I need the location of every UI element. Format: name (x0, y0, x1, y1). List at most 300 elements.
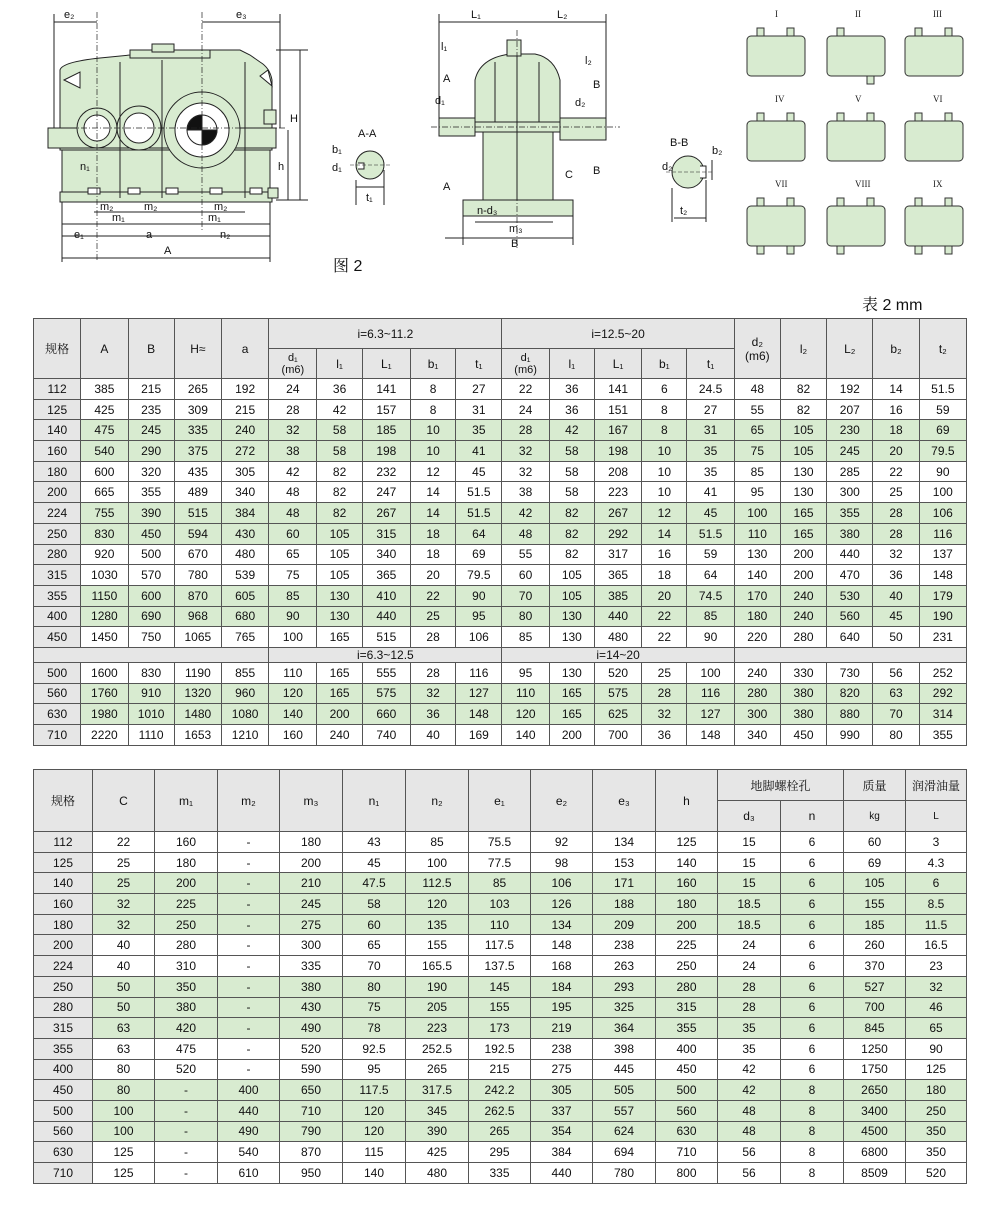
t2-cell: 630 (656, 1121, 718, 1142)
t2-cell: 28 (718, 997, 781, 1018)
t2-cell: 250 (656, 956, 718, 977)
t2-row (34, 1059, 967, 1080)
t2-row (34, 894, 967, 915)
t1-cell: 830 (81, 523, 128, 544)
assembly-housing (905, 206, 963, 246)
assembly-shaft-stub (837, 28, 844, 36)
t2-cell: 42 (718, 1059, 781, 1080)
label-m2-c: m₂ (214, 201, 228, 213)
t2-cell: 180 (656, 894, 718, 915)
t2-row (34, 1163, 967, 1184)
t1-cell: 60 (269, 523, 317, 544)
t1b-cell: 450 (780, 725, 826, 746)
t1-cell: 540 (81, 441, 128, 462)
t2-cell: 350 (906, 1142, 967, 1163)
t1-cell: 280 (780, 627, 826, 648)
t1-cell: 14 (873, 379, 919, 400)
t2-cell: 694 (593, 1142, 656, 1163)
label-L1: L₁ (471, 9, 481, 21)
t2-header-mass-unit: kg (844, 801, 906, 832)
t1b-cell: 160 (269, 725, 317, 746)
t1-cell: 22 (873, 461, 919, 482)
t1-cell: 640 (827, 627, 873, 648)
t1-spec-cell: 355 (34, 585, 81, 606)
t1-cell: 208 (594, 461, 641, 482)
t1-cell: 28 (269, 399, 317, 420)
assembly-type-9 (905, 179, 963, 254)
t1-cell: 42 (549, 420, 594, 441)
label-e2: e₂ (64, 9, 75, 21)
t1-cell: 1065 (174, 627, 221, 648)
t2-cell: 238 (593, 935, 656, 956)
t2-cell: 420 (155, 1018, 218, 1039)
t1b-cell: 200 (549, 725, 594, 746)
t1-cell: 215 (221, 399, 268, 420)
t1b-cell: 1190 (174, 662, 221, 683)
t2-cell: 45 (343, 852, 406, 873)
t2-cell: 6 (781, 914, 844, 935)
t2-cell: 260 (844, 935, 906, 956)
assembly-type-label: VII (775, 179, 788, 189)
t1-cell: 539 (221, 565, 268, 586)
t1b-cell: 36 (410, 704, 455, 725)
t2-cell: 225 (656, 935, 718, 956)
t1-cell: 151 (594, 399, 641, 420)
t1b-cell: 120 (269, 683, 317, 704)
t2-cell: - (218, 894, 280, 915)
t1-cell: 35 (456, 420, 502, 441)
label-m1-a: m₁ (112, 212, 125, 224)
assembly-housing (827, 36, 885, 76)
t1-cell: 309 (174, 399, 221, 420)
t1-header-A: A (81, 319, 128, 379)
t1b-cell: 292 (919, 683, 966, 704)
t1-cell: 179 (919, 585, 966, 606)
t1b-cell: 63 (873, 683, 919, 704)
t1-cell: 28 (873, 503, 919, 524)
t1b-cell: 625 (594, 704, 641, 725)
assembly-shaft-stub (757, 246, 764, 254)
t2-row (34, 852, 967, 873)
t2-row (34, 935, 967, 956)
t1-row (34, 627, 967, 648)
t1-cell: 130 (734, 544, 780, 565)
t2-cell: 8 (781, 1142, 844, 1163)
t1-cell: 40 (873, 585, 919, 606)
t2-cell: 262.5 (469, 1100, 531, 1121)
t2-cell: 209 (593, 914, 656, 935)
t2-cell: 317.5 (406, 1080, 469, 1101)
t1b-cell: 140 (502, 725, 549, 746)
t1-cell: 470 (827, 565, 873, 586)
t1-cell: 390 (128, 503, 174, 524)
t1-cell: 355 (827, 503, 873, 524)
t2-cell: 355 (656, 1018, 718, 1039)
t1-spec-cell: 224 (34, 503, 81, 524)
t2-cell: 200 (656, 914, 718, 935)
assembly-type-4 (747, 94, 805, 161)
t2-cell: 557 (593, 1100, 656, 1121)
t1b-cell: 130 (549, 662, 594, 683)
t2-cell: 153 (593, 852, 656, 873)
assembly-type-7 (747, 179, 805, 254)
section-aa-drawing (330, 125, 400, 215)
t2-header-m2: m₂ (218, 770, 280, 832)
label-m1-b: m₁ (208, 212, 221, 224)
assembly-shaft-stub (787, 246, 794, 254)
t1-cell: 515 (362, 627, 410, 648)
t1-cell: 38 (269, 441, 317, 462)
t2-cell: 63 (93, 1018, 155, 1039)
t2-cell: 380 (280, 976, 343, 997)
t1-cell: 105 (549, 585, 594, 606)
t1-cell: 51.5 (687, 523, 734, 544)
assembly-type-1 (747, 9, 805, 76)
t1-cell: 45 (687, 503, 734, 524)
t1-spec-cell: 400 (34, 606, 81, 627)
t2-cell: 350 (906, 1121, 967, 1142)
t1-cell: 130 (317, 606, 362, 627)
t2-cell: 8.5 (906, 894, 967, 915)
t1-cell: 45 (456, 461, 502, 482)
t1-row (34, 441, 967, 462)
t2-cell: 173 (469, 1018, 531, 1039)
t1-cell: 65 (734, 420, 780, 441)
t2-cell: 145 (469, 976, 531, 997)
t1-header-a: a (221, 319, 268, 379)
t2-header-C: C (93, 770, 155, 832)
t2-row (34, 873, 967, 894)
t2-cell: 800 (656, 1163, 718, 1184)
t1-subheader-row (34, 647, 967, 662)
t1-cell: 335 (174, 420, 221, 441)
t1b-cell: 165 (549, 704, 594, 725)
t2-row (34, 1018, 967, 1039)
t1-spec-cell: 200 (34, 482, 81, 503)
t1-cell: 232 (362, 461, 410, 482)
t1-spec-cell: 125 (34, 399, 81, 420)
assembly-shaft-stub (915, 198, 922, 206)
t1-cell: 50 (873, 627, 919, 648)
t2-cell: 56 (718, 1142, 781, 1163)
t2-header-n1: n₁ (343, 770, 406, 832)
t1-spec-cell: 280 (34, 544, 81, 565)
t2-row (34, 976, 967, 997)
t1-cell: 36 (873, 565, 919, 586)
t1-cell: 28 (873, 523, 919, 544)
t1-cell: 58 (549, 441, 594, 462)
t1-cell: 27 (456, 379, 502, 400)
t2-spec-cell: 560 (34, 1121, 93, 1142)
t2-cell: 200 (155, 873, 218, 894)
t2-cell: 125 (656, 832, 718, 853)
t2-cell: 135 (406, 914, 469, 935)
t1-cell: 85 (269, 585, 317, 606)
t1-header-d1-g2: d₁ (m6) (502, 349, 549, 379)
t2-cell: 440 (218, 1100, 280, 1121)
label-m3: m₃ (509, 223, 523, 235)
t1-cell: 141 (594, 379, 641, 400)
t2-cell: 60 (343, 914, 406, 935)
t2-cell: 92 (531, 832, 593, 853)
t1-spec-cell: 180 (34, 461, 81, 482)
t2-cell: 185 (844, 914, 906, 935)
assembly-shaft-stub (867, 198, 874, 206)
t1-cell: 140 (734, 565, 780, 586)
t1-cell: 10 (642, 441, 687, 462)
t1b-cell: 520 (594, 662, 641, 683)
t1-cell: 1450 (81, 627, 128, 648)
t2-cell: 3400 (844, 1100, 906, 1121)
t1b-cell: 70 (873, 704, 919, 725)
t2-cell: 300 (280, 935, 343, 956)
assembly-type-label: VIII (855, 179, 871, 189)
t2-cell: 22 (93, 832, 155, 853)
t1-cell: 51.5 (919, 379, 966, 400)
t2-cell: 475 (155, 1038, 218, 1059)
t2-header-e2: e₂ (531, 770, 593, 832)
label-d2-bb: d₂ (662, 161, 673, 173)
t1-cell: 35 (687, 441, 734, 462)
t1-cell: 185 (362, 420, 410, 441)
t1-cell: 317 (594, 544, 641, 565)
t2-cell: 6 (781, 832, 844, 853)
label-t1: t₁ (366, 192, 373, 204)
t2-cell: 105 (844, 873, 906, 894)
t1-cell: 35 (687, 461, 734, 482)
assembly-type-6 (905, 94, 963, 161)
assembly-shaft-stub (787, 113, 794, 121)
assembly-housing (747, 121, 805, 161)
t1-cell: 200 (780, 565, 826, 586)
t1-cell: 82 (780, 399, 826, 420)
t1-cell: 267 (594, 503, 641, 524)
t2-cell: 120 (406, 894, 469, 915)
t2-spec-cell: 710 (34, 1163, 93, 1184)
t1b-cell: 1760 (81, 683, 128, 704)
t2-cell: 280 (155, 935, 218, 956)
t2-cell: 6800 (844, 1142, 906, 1163)
t1-cell: 55 (734, 399, 780, 420)
t1b-cell: 1080 (221, 704, 268, 725)
t1-cell: 231 (919, 627, 966, 648)
t1-cell: 90 (687, 627, 734, 648)
t1-cell: 75 (269, 565, 317, 586)
t1-cell: 106 (456, 627, 502, 648)
t1-cell: 6 (642, 379, 687, 400)
t1b-cell: 910 (128, 683, 174, 704)
t2-cell: 200 (280, 852, 343, 873)
t1-cell: 300 (827, 482, 873, 503)
label-d1-side: d₁ (435, 95, 445, 107)
section-aa-title: A-A (358, 128, 377, 140)
t1-cell: 105 (780, 441, 826, 462)
assembly-shaft-stub (915, 246, 922, 254)
t2-header-n2: n₂ (406, 770, 469, 832)
t2-row (34, 1100, 967, 1121)
t1-cell: 130 (780, 482, 826, 503)
t2-cell: 4.3 (906, 852, 967, 873)
t2-cell: - (155, 1121, 218, 1142)
t1-cell: 315 (362, 523, 410, 544)
t2-cell: - (218, 873, 280, 894)
t2-cell: 46 (906, 997, 967, 1018)
t1b-cell: 575 (594, 683, 641, 704)
t2-cell: 100 (93, 1121, 155, 1142)
t2-cell: 650 (280, 1080, 343, 1101)
t1-cell: 1030 (81, 565, 128, 586)
t1-cell: 24.5 (687, 379, 734, 400)
t1b-cell: 314 (919, 704, 966, 725)
label-h: h (278, 161, 285, 173)
t1-cell: 51.5 (456, 503, 502, 524)
t2-cell: - (218, 914, 280, 935)
t2-cell: 1250 (844, 1038, 906, 1059)
t1-row (34, 523, 967, 544)
t2-row (34, 997, 967, 1018)
t2-spec-cell: 140 (34, 873, 93, 894)
t1-cell: 10 (642, 482, 687, 503)
t1-row (34, 544, 967, 565)
t2-cell: 80 (343, 976, 406, 997)
t1-cell: 750 (128, 627, 174, 648)
t2-header-n: n (781, 801, 844, 832)
t2-cell: 950 (280, 1163, 343, 1184)
t1b-row (34, 662, 967, 683)
t2-row (34, 1142, 967, 1163)
t2-cell: 710 (656, 1142, 718, 1163)
assembly-types-grid (735, 0, 965, 250)
label-l1: l₁ (441, 41, 448, 53)
assembly-shaft-stub (837, 113, 844, 121)
t2-spec-cell: 112 (34, 832, 93, 853)
t1-cell: 82 (317, 461, 362, 482)
t2-cell: 295 (469, 1142, 531, 1163)
t2-cell: 24 (718, 956, 781, 977)
t1b-cell: 960 (221, 683, 268, 704)
t1b-cell: 25 (642, 662, 687, 683)
t2-cell: 205 (406, 997, 469, 1018)
label-H: H (290, 113, 298, 125)
assembly-type-label: VI (933, 94, 943, 104)
assembly-types-svg (735, 0, 965, 250)
t1-subheader-ratio-2: i=14~20 (502, 647, 734, 662)
t2-row (34, 832, 967, 853)
t2-cell: - (218, 976, 280, 997)
t2-cell: - (218, 956, 280, 977)
front-view-drawing (40, 0, 330, 265)
t1-cell: 82 (317, 503, 362, 524)
t1-cell: 285 (827, 461, 873, 482)
assembly-shaft-stub (757, 198, 764, 206)
t2-header-h: h (656, 770, 718, 832)
t2-cell: 155 (469, 997, 531, 1018)
t1-header-ratio-group-2: i=12.5~20 (502, 319, 734, 349)
t1-cell: 480 (221, 544, 268, 565)
label-L2: L₂ (557, 9, 568, 21)
assembly-type-label: IX (933, 179, 943, 189)
t1-cell: 198 (362, 441, 410, 462)
t1b-cell: 110 (502, 683, 549, 704)
t2-cell: 6 (781, 935, 844, 956)
t1-cell: 12 (410, 461, 455, 482)
t2-spec-cell: 630 (34, 1142, 93, 1163)
t1-cell: 594 (174, 523, 221, 544)
t2-header-spec: 规格 (34, 770, 93, 832)
t2-cell: 15 (718, 832, 781, 853)
t1b-cell: 32 (642, 704, 687, 725)
assembly-shaft-stub (757, 28, 764, 36)
t1b-cell: 300 (734, 704, 780, 725)
t2-cell: 337 (531, 1100, 593, 1121)
t1-cell: 41 (687, 482, 734, 503)
t2-spec-cell: 355 (34, 1038, 93, 1059)
label-b2: b₂ (712, 145, 723, 157)
t1-cell: 130 (549, 606, 594, 627)
t1-cell: 90 (456, 585, 502, 606)
t2-cell: 520 (155, 1059, 218, 1080)
t2-cell: 2650 (844, 1080, 906, 1101)
t1-cell: 245 (128, 420, 174, 441)
t2-cell: 265 (469, 1121, 531, 1142)
t1-cell: 24 (502, 399, 549, 420)
t2-cell: 184 (531, 976, 593, 997)
t1-cell: 20 (873, 441, 919, 462)
t1b-cell: 36 (642, 725, 687, 746)
t2-cell: 430 (280, 997, 343, 1018)
t1-cell: 75 (734, 441, 780, 462)
t2-cell: 250 (155, 914, 218, 935)
t2-cell: 450 (656, 1059, 718, 1080)
t2-cell: - (218, 1059, 280, 1080)
t2-cell: 63 (93, 1038, 155, 1059)
t2-cell: 275 (531, 1059, 593, 1080)
t1b-cell: 140 (269, 704, 317, 725)
t2-cell: 15 (718, 852, 781, 873)
t1-cell: 680 (221, 606, 268, 627)
t1-header-t1-g2: t₁ (687, 349, 734, 379)
t1-cell: 55 (502, 544, 549, 565)
t2-cell: 490 (280, 1018, 343, 1039)
t2-cell: 192.5 (469, 1038, 531, 1059)
t1-cell: 440 (827, 544, 873, 565)
t2-cell: 43 (343, 832, 406, 853)
t1-cell: 192 (221, 379, 268, 400)
t2-cell: 134 (593, 832, 656, 853)
t1-cell: 340 (221, 482, 268, 503)
t2-spec-cell: 224 (34, 956, 93, 977)
t1b-cell: 555 (362, 662, 410, 683)
t1-spec-cell: 140 (34, 420, 81, 441)
t2-cell: 440 (531, 1163, 593, 1184)
t1b-cell: 165 (549, 683, 594, 704)
t2-row (34, 956, 967, 977)
t1-cell: 340 (362, 544, 410, 565)
t1-cell: 18 (873, 420, 919, 441)
t1-cell: 192 (827, 379, 873, 400)
t2-cell: 245 (280, 894, 343, 915)
t2-cell: 520 (906, 1163, 967, 1184)
t2-cell: 32 (906, 976, 967, 997)
t1b-cell: 280 (734, 683, 780, 704)
t2-cell: 35 (718, 1018, 781, 1039)
t2-cell: 125 (93, 1142, 155, 1163)
t1-cell: 31 (687, 420, 734, 441)
t1-cell: 69 (456, 544, 502, 565)
label-A-bottom: A (443, 181, 451, 193)
t1-cell: 82 (549, 544, 594, 565)
t1-cell: 165 (780, 503, 826, 524)
